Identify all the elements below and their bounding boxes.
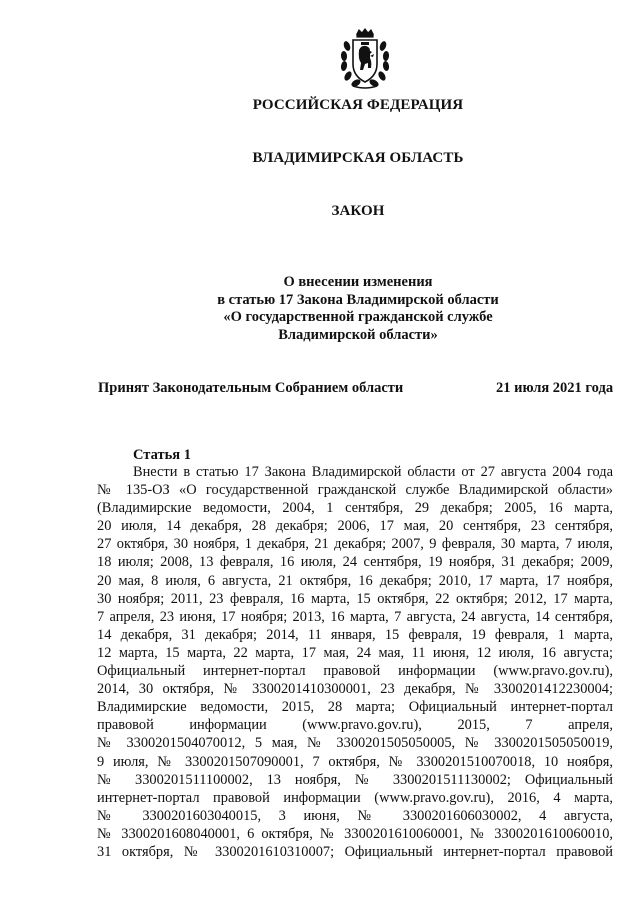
law-title xyxy=(38,274,640,344)
article-line: 18 июля; 2008, 13 февраля, 16 июля, 24 сентября, 19 ноября, 31 декабря; 2009, xyxy=(97,554,613,571)
law-title-line: О внесении изменения xyxy=(283,274,433,290)
adoption-statement: Принят Законодательным Собранием области xyxy=(98,380,404,396)
coat-of-arms-icon xyxy=(339,28,391,90)
article-line: № 3300201608040001, 6 октября, № 3300201610060001, № 3300201610060010, xyxy=(97,825,613,842)
article-line: (Владимирские ведомости, 2004, 1 сентября, 29 декабря; 2005, 16 марта, xyxy=(97,500,613,517)
article-line: 14 декабря, 31 декабря; 2014, 11 января, 15 февраля, 19 февраля, 1 марта, xyxy=(97,626,613,643)
article-heading: Статья 1 xyxy=(133,447,191,463)
article-line: № 135-ОЗ «О государственной гражданской службе Владимирской области» xyxy=(97,482,613,499)
country-heading: РОССИЙСКАЯ ФЕДЕРАЦИЯ xyxy=(252,97,464,113)
article-line: Владимирские ведомости, 2015, 28 марта; Официальный интернет-портал xyxy=(97,699,613,716)
article-line: Внести в статью 17 Закона Владимирской области от 27 августа 2004 года xyxy=(133,464,613,480)
adoption-date: 21 июля 2021 года xyxy=(496,380,614,396)
article-line: № 3300201603040015, 3 июня, № 3300201606030002, 4 августа, xyxy=(97,807,613,824)
law-title-line: в статью 17 Закона Владимирской области xyxy=(217,291,499,308)
article-line: Официальный интернет-портал правовой информации (www.pravo.gov.ru), xyxy=(97,663,613,680)
article-line: № 3300201511100002, 13 ноября, № 3300201511130002; Официальный xyxy=(97,771,613,788)
region-heading: ВЛАДИМИРСКАЯ ОБЛАСТЬ xyxy=(252,150,464,166)
article-line: № 3300201504070012, 5 мая, № 3300201505050005, № 3300201505050019, xyxy=(97,735,613,752)
article-line: 12 марта, 15 марта, 22 марта, 17 мая, 24 мая, 11 июня, 12 июля, 16 августа; xyxy=(97,644,613,661)
article-line: 30 ноября; 2011, 23 февраля, 16 марта, 15 октября, 22 октября; 2012, 17 марта, xyxy=(97,590,613,607)
article-line: 27 октября, 30 ноября, 1 декабря, 21 декабря; 2007, 9 февраля, 30 марта, 7 июля, xyxy=(97,536,613,553)
article-line: 20 мая, 8 июля, 6 августа, 21 октября, 16 декабря; 2010, 17 марта, 17 ноября, xyxy=(97,572,613,589)
article-line: 31 октября, № 3300201610310007; Официальный интернет-портал правовой xyxy=(97,843,613,860)
law-title-line: Владимирской области» xyxy=(278,326,438,343)
article-line: 9 июля, № 3300201507090001, 7 октября, № 3300201510070018, 10 ноября, xyxy=(97,753,613,770)
article-line: правовой информации (www.pravo.gov.ru), 2015, 7 апреля, xyxy=(97,717,613,734)
article-line: интернет-портал правовой информации (www.pravo.gov.ru), 2016, 4 марта, xyxy=(97,789,613,806)
article-line: 2014, 30 октября, № 3300201410300001, 23 декабря, № 3300201412230004; xyxy=(97,681,613,698)
article-line: 7 апреля, 23 июня, 17 ноября; 2013, 16 марта, 7 августа, 24 августа, 14 сентября, xyxy=(97,608,613,625)
article-body xyxy=(97,463,613,861)
document-type-heading: ЗАКОН xyxy=(331,203,385,219)
article-line: 20 июля, 14 декабря, 28 декабря; 2006, 17 мая, 20 сентября, 23 сентября, xyxy=(97,518,613,535)
law-title-line: «О государственной гражданской службе xyxy=(223,309,493,325)
